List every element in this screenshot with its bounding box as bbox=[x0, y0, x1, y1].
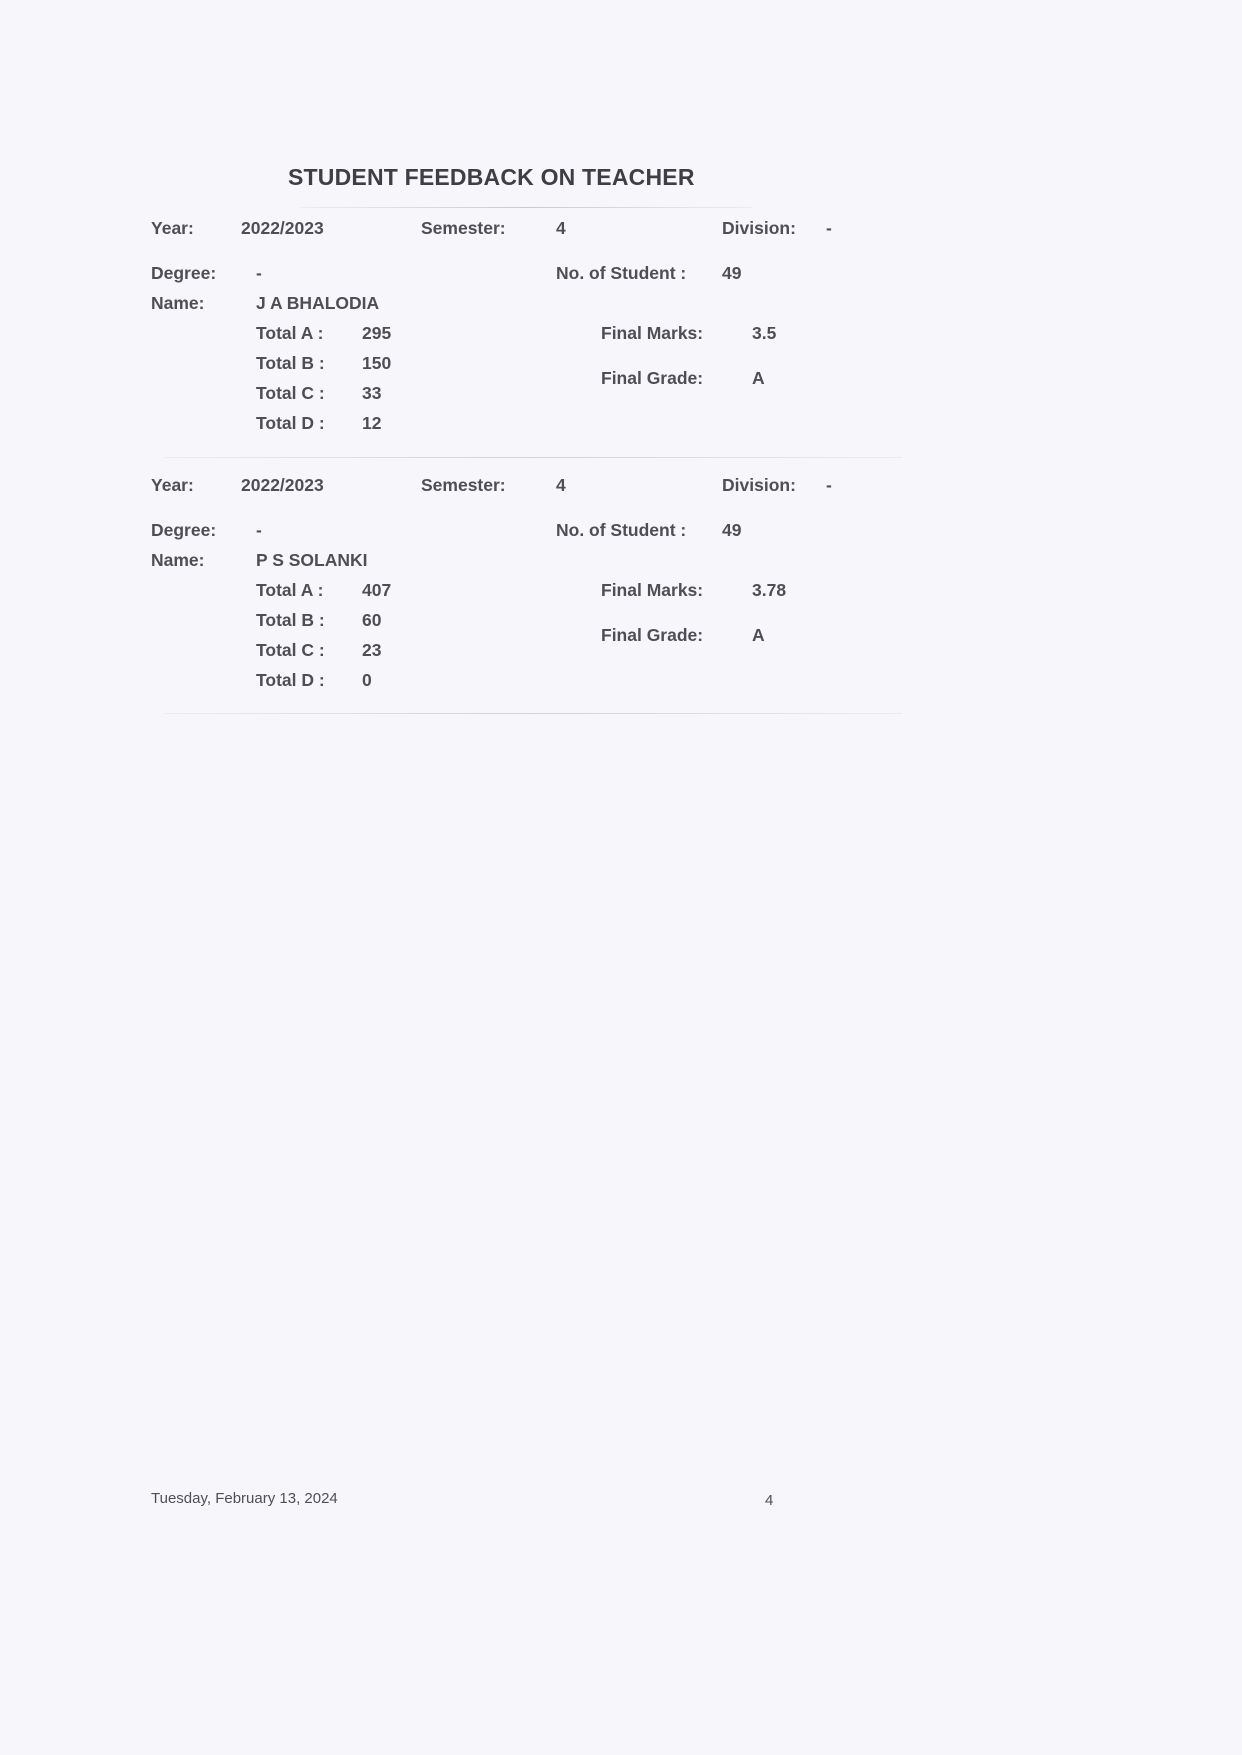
degree-value: - bbox=[256, 263, 262, 283]
title-divider bbox=[300, 207, 752, 208]
total-a-value: 407 bbox=[362, 580, 392, 600]
total-d-label: Total D : bbox=[256, 670, 325, 690]
year-label: Year: bbox=[151, 475, 194, 495]
name-label: Name: bbox=[151, 293, 205, 313]
division-value: - bbox=[826, 475, 832, 495]
total-b-value: 60 bbox=[362, 610, 382, 630]
record-divider bbox=[165, 713, 902, 714]
footer-date: Tuesday, February 13, 2024 bbox=[151, 1490, 338, 1507]
total-c-label: Total C : bbox=[256, 383, 325, 403]
year-value: 2022/2023 bbox=[241, 218, 324, 238]
year-label: Year: bbox=[151, 218, 194, 238]
semester-value: 4 bbox=[556, 475, 566, 495]
degree-value: - bbox=[256, 520, 262, 540]
degree-label: Degree: bbox=[151, 520, 217, 540]
final-grade-label: Final Grade: bbox=[601, 625, 704, 645]
num-students-label: No. of Student : bbox=[556, 520, 687, 540]
final-grade-label: Final Grade: bbox=[601, 368, 704, 388]
teacher-name: P S SOLANKI bbox=[256, 550, 368, 570]
name-label: Name: bbox=[151, 550, 205, 570]
division-value: - bbox=[826, 218, 832, 238]
total-b-label: Total B : bbox=[256, 610, 325, 630]
total-a-label: Total A : bbox=[256, 323, 324, 343]
final-marks-value: 3.78 bbox=[752, 580, 787, 600]
total-a-label: Total A : bbox=[256, 580, 324, 600]
num-students-value: 49 bbox=[722, 263, 742, 283]
page-number: 4 bbox=[765, 1492, 774, 1509]
final-marks-value: 3.5 bbox=[752, 323, 777, 343]
teacher-name: J A BHALODIA bbox=[256, 293, 380, 313]
division-label: Division: bbox=[722, 218, 796, 238]
total-b-value: 150 bbox=[362, 353, 392, 373]
total-c-value: 33 bbox=[362, 383, 382, 403]
semester-value: 4 bbox=[556, 218, 566, 238]
total-d-label: Total D : bbox=[256, 413, 325, 433]
total-c-value: 23 bbox=[362, 640, 382, 660]
total-b-label: Total B : bbox=[256, 353, 325, 373]
year-value: 2022/2023 bbox=[241, 475, 324, 495]
record-divider bbox=[165, 457, 902, 458]
final-marks-label: Final Marks: bbox=[601, 580, 704, 600]
total-c-label: Total C : bbox=[256, 640, 325, 660]
total-a-value: 295 bbox=[362, 323, 392, 343]
final-grade-value: A bbox=[752, 368, 765, 388]
total-d-value: 12 bbox=[362, 413, 382, 433]
division-label: Division: bbox=[722, 475, 796, 495]
semester-label: Semester: bbox=[421, 218, 506, 238]
degree-label: Degree: bbox=[151, 263, 217, 283]
total-d-value: 0 bbox=[362, 670, 372, 690]
final-marks-label: Final Marks: bbox=[601, 323, 704, 343]
num-students-value: 49 bbox=[722, 520, 742, 540]
final-grade-value: A bbox=[752, 625, 765, 645]
num-students-label: No. of Student : bbox=[556, 263, 687, 283]
semester-label: Semester: bbox=[421, 475, 506, 495]
page-title: STUDENT FEEDBACK ON TEACHER bbox=[288, 164, 695, 190]
